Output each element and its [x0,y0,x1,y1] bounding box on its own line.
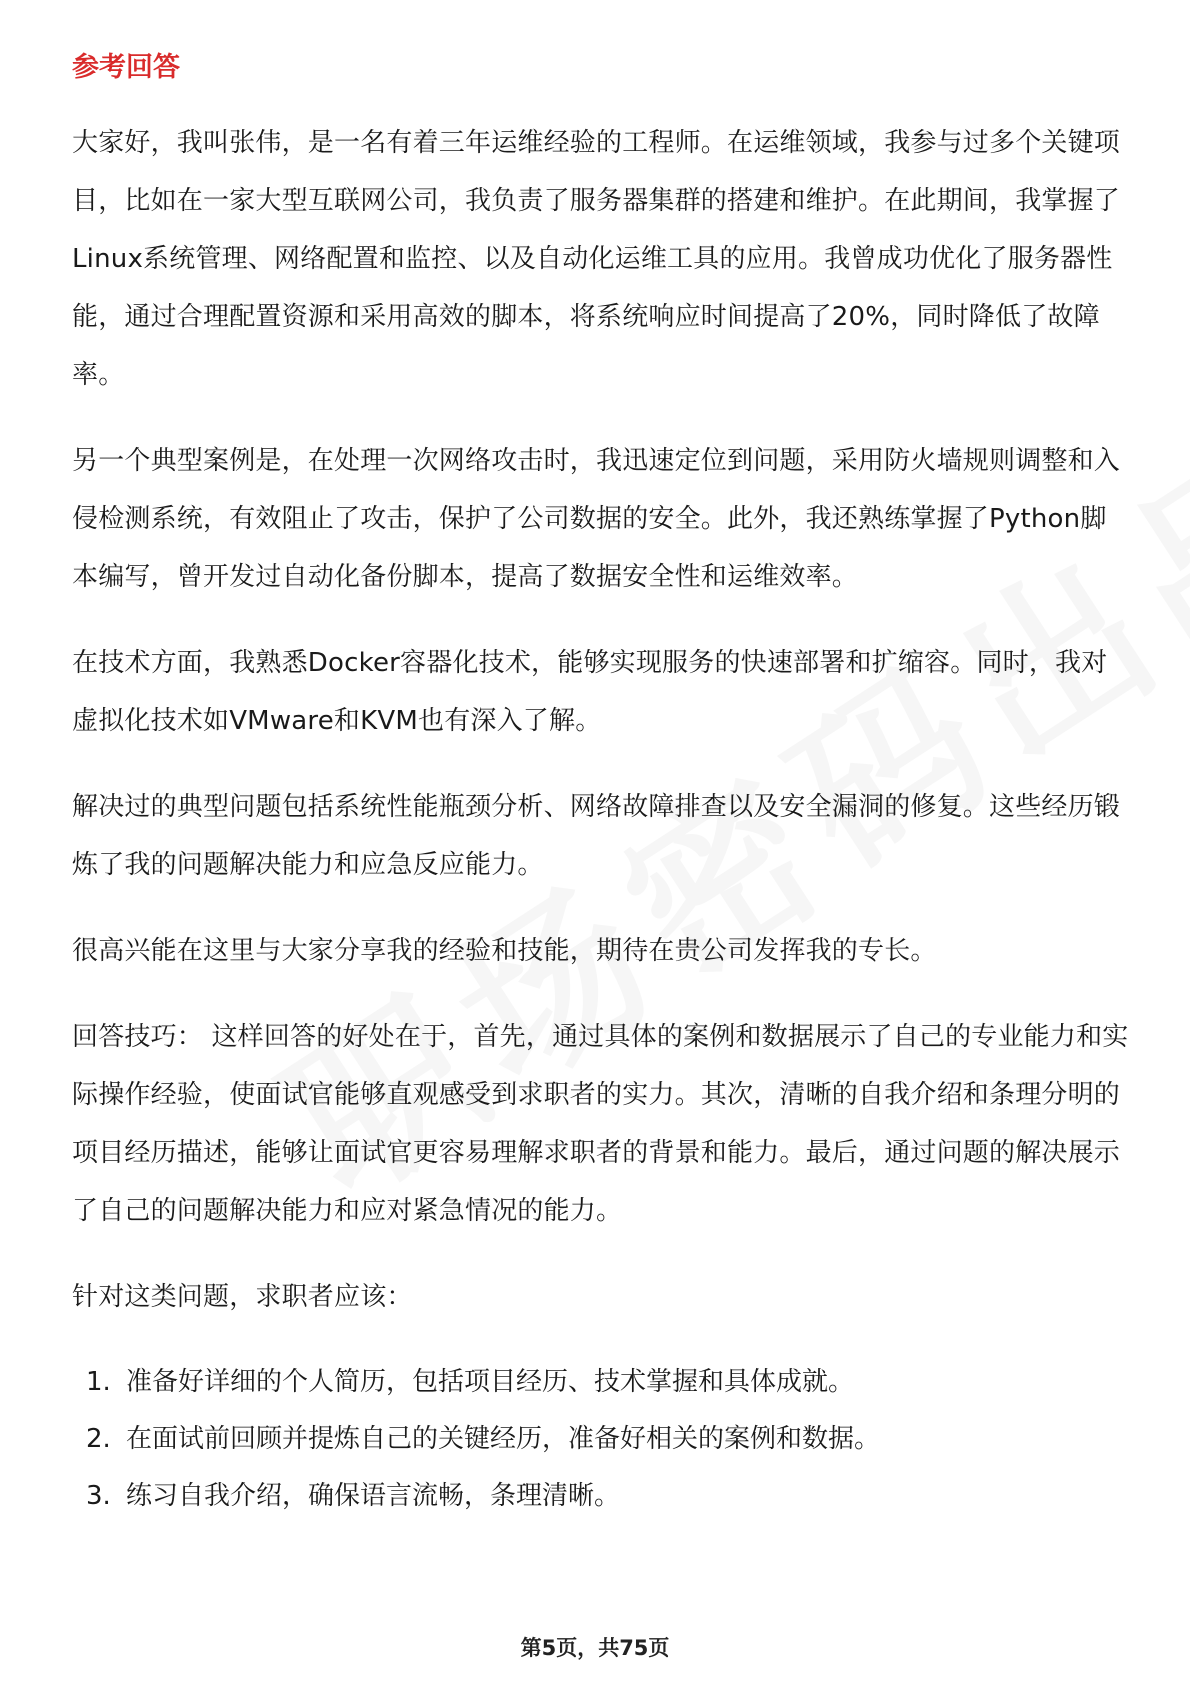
list-item [72,1411,1132,1468]
paragraph-tips: 回答技巧： 这样回答的好处在于，首先，通过具体的案例和数据展示了自己的专业能力和实际操作经验，使面试官能够直观感受到求职者的实力。其次，清晰的自我介绍和条理分明的项目经历描述，能够让面试官更容易理解求职者的背景和能力。最后，通过问题的解决展示了自己的问题解决能力和应对紧急情况的能力。 [72,1022,1129,1226]
paragraph-case: 另一个典型案例是，在处理一次网络攻击时，我迅速定位到问题，采用防火墙规则调整和入侵检测系统，有效阻止了攻击，保护了公司数据的安全。此外，我还熟练掌握了Python脚本编写，曾开发过自动化备份脚本，提高了数据安全性和运维效率。 [72,446,1121,592]
paragraph-intro: 大家好，我叫张伟，是一名有着三年运维经验的工程师。在运维领域，我参与过多个关键项目，比如在一家大型互联网公司，我负责了服务器集群的搭建和维护。在此期间，我掌握了Linux系统管理、网络配置和监控、以及自动化运维工具的应用。我曾成功优化了服务器性能，通过合理配置资源和采用高效的脚本，将系统响应时间提高了20%，同时降低了故障率。 [72,128,1121,390]
list-item [72,1354,1132,1411]
list-item-text: 练习自我介绍，确保语言流畅，条理清晰。 [126,1481,621,1511]
document-page [72,48,1132,1525]
list-item-number: 3. [86,1481,111,1511]
paragraph-advice-intro: 针对这类问题，求职者应该： [72,1282,413,1312]
paragraph-tech: 在技术方面，我熟悉Docker容器化技术，能够实现服务的快速部署和扩缩容。同时，我对虚拟化技术如VMware和KVM也有深入了解。 [72,648,1108,736]
section-title: 参考回答 [72,52,180,83]
list-item-number: 2. [86,1424,111,1454]
list-item-number: 1. [86,1367,111,1397]
advice-list [72,1354,1132,1525]
paragraph-closing: 很高兴能在这里与大家分享我的经验和技能，期待在贵公司发挥我的专长。 [72,936,937,966]
list-item [72,1468,1132,1525]
list-item-text: 在面试前回顾并提炼自己的关键经历，准备好相关的案例和数据。 [126,1424,881,1454]
list-item-text: 准备好详细的个人简历，包括项目经历、技术掌握和具体成就。 [126,1367,855,1397]
page-number: 第5页，共75页 [520,1636,670,1660]
paragraph-problems: 解决过的典型问题包括系统性能瓶颈分析、网络故障排查以及安全漏洞的修复。这些经历锻炼了我的问题解决能力和应急反应能力。 [72,792,1121,880]
